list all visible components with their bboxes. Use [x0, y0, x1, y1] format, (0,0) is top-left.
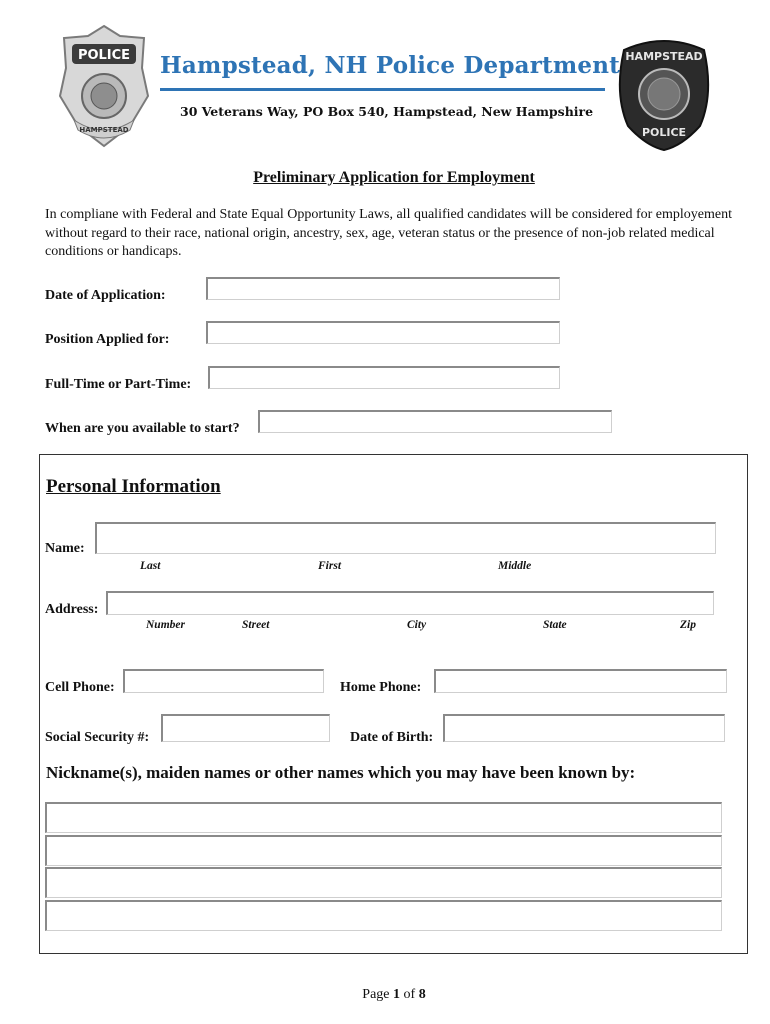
address-zip-caption: Zip — [680, 619, 696, 631]
nickname-input-2[interactable] — [45, 835, 722, 866]
personal-information-title: Personal Information — [46, 476, 221, 497]
position-applied-input[interactable] — [206, 321, 560, 344]
page-of: of — [400, 987, 419, 1002]
badge-hampstead-text: HAMPSTEAD — [79, 126, 129, 134]
nickname-input-3[interactable] — [45, 867, 722, 898]
name-input[interactable] — [95, 522, 716, 554]
name-label: Name: — [45, 541, 85, 556]
department-address: 30 Veterans Way, PO Box 540, Hampstead, New Hampshire — [180, 104, 594, 119]
address-state-caption: State — [543, 619, 567, 631]
document-title: Preliminary Application for Employment — [253, 169, 535, 186]
nickname-input-1[interactable] — [45, 802, 722, 833]
start-availability-label: When are you available to start? — [45, 421, 240, 436]
social-security-label: Social Security #: — [45, 730, 150, 745]
name-last-caption: Last — [140, 560, 161, 572]
social-security-input[interactable] — [161, 714, 330, 742]
police-badge-logo — [58, 22, 150, 150]
cell-phone-label: Cell Phone: — [45, 680, 115, 695]
address-input[interactable] — [106, 591, 714, 615]
page-total: 8 — [418, 987, 426, 1002]
title-underline — [160, 88, 605, 91]
date-of-application-label: Date of Application: — [45, 288, 166, 303]
date-of-application-input[interactable] — [206, 277, 560, 300]
name-middle-caption: Middle — [498, 560, 532, 572]
cell-phone-input[interactable] — [123, 669, 324, 693]
intro-paragraph: In compliane with Federal and State Equal Opportunity Laws, all qualified candidates will be considered for employement without regard to their race, national origin, ancestry, sex, age, veteran status or the presence of non-job related medical conditions or handicaps. — [45, 207, 732, 259]
address-city-caption: City — [407, 619, 427, 631]
fulltime-parttime-label: Full-Time or Part-Time: — [45, 377, 192, 392]
address-street-caption: Street — [242, 619, 270, 631]
name-first-caption: First — [318, 560, 342, 572]
fulltime-parttime-input[interactable] — [208, 366, 560, 389]
start-availability-input[interactable] — [258, 410, 612, 433]
page-current: 1 — [393, 987, 401, 1002]
address-number-caption: Number — [146, 619, 185, 631]
address-label: Address: — [45, 602, 99, 617]
date-of-birth-input[interactable] — [443, 714, 725, 742]
page-indicator — [0, 987, 770, 1003]
patch-police-text: POLICE — [641, 126, 687, 139]
position-applied-label: Position Applied for: — [45, 332, 170, 347]
department-title: Hampstead, NH Police Department — [160, 52, 620, 79]
date-of-birth-label: Date of Birth: — [350, 730, 434, 745]
page-prefix: Page — [362, 987, 394, 1002]
home-phone-label: Home Phone: — [340, 680, 422, 695]
police-patch-logo — [614, 34, 714, 152]
nickname-input-4[interactable] — [45, 900, 722, 931]
home-phone-input[interactable] — [434, 669, 727, 693]
badge-police-text: POLICE — [77, 48, 131, 63]
nicknames-label: Nickname(s), maiden names or other names which you may have been known by: — [46, 763, 636, 782]
patch-hampstead-text: HAMPSTEAD — [625, 50, 703, 63]
